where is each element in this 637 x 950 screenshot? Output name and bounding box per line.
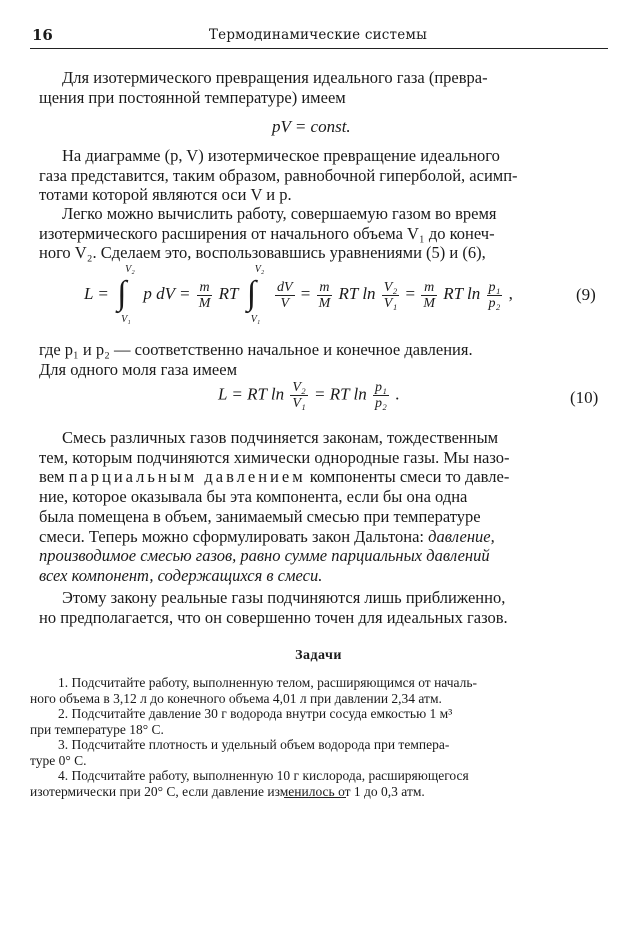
fraction-denominator: M (423, 295, 435, 311)
fraction-numerator: p₁ (488, 279, 501, 295)
text-line: но предполагается, что он совершенно точен для идеальных газов. (39, 607, 508, 627)
paragraph-isothermal-intro (39, 68, 607, 107)
equation-number-9: (9) (576, 285, 596, 304)
text-line: Этому закону реальные газы подчиняются лишь приближенно, (62, 588, 506, 607)
fraction-numerator: m (197, 280, 213, 296)
fraction-p1-over-p2 (487, 280, 503, 311)
fraction-numerator: m (421, 280, 437, 296)
fraction-m-over-M (197, 280, 213, 311)
fraction-numerator: V₂ (383, 279, 398, 295)
problem-line: ного объема в 3,12 л до конечного объема 4,01 л при давлении 2,34 атм. (30, 690, 442, 706)
text-line: была помещена в объем, занимаемый смесью при температуре (39, 506, 481, 526)
text-line (39, 527, 607, 547)
dalton-law-italic: давление, (428, 526, 495, 546)
problem-line: 3. Подсчитайте плотность и удельный объем водорода при темпера- (58, 737, 450, 752)
eq9-term: p dV = (143, 283, 191, 303)
problem-line: изотермически при 20° С, если давление изменилось от 1 до 0,3 атм. (30, 783, 425, 799)
fraction-denominator: p₂ (375, 396, 387, 411)
fraction-numerator: V₂ (292, 380, 306, 395)
fraction-m-over-M (317, 280, 333, 311)
fraction-numerator: p₁ (375, 380, 387, 395)
end-rule (284, 797, 346, 798)
fraction-numerator: dV (276, 279, 293, 295)
problems-list (30, 675, 608, 799)
fraction-denominator: V₁ (383, 295, 398, 311)
text-line: щения при постоянной температуре) имеем (39, 87, 346, 107)
problem-line: 1. Подсчитайте работу, выполненную телом, расширяющимся от началь- (58, 675, 478, 690)
page-number: 16 (32, 26, 53, 44)
text-line: ного V₂. Сделаем это, воспользовавшись уравнениями (5) и (6), (39, 243, 486, 263)
fraction-denominator: M (318, 295, 331, 311)
text-line: Смесь различных газов подчиняется законам, тождественным (62, 428, 499, 447)
problem-line: при температуре 18° С. (30, 721, 164, 737)
fraction-v2-over-v1 (290, 380, 307, 411)
dalton-law-italic: производимое смесью газов, равно сумме парциальных давлений (39, 546, 490, 566)
eq10-mid: = RT ln (314, 384, 367, 404)
header-rule (30, 48, 608, 49)
equation-9 (84, 264, 513, 325)
paragraph-pressures (39, 340, 607, 379)
integral-sign: ∫ V₂ V₁ (246, 264, 265, 325)
text-line (39, 467, 607, 487)
problem-line: 4. Подсчитайте работу, выполненную 10 г кислорода, расширяющегося (58, 768, 469, 783)
eq9-rt: RT (218, 283, 239, 303)
eq9-rt-ln: RT ln (338, 283, 376, 303)
text-line: ние, которое оказывала бы эта компонента, если бы она одна (39, 487, 468, 507)
fraction-v2-over-v1 (382, 280, 399, 311)
fraction-denominator: V (280, 295, 290, 311)
spaced-term-partial-pressure: парциальным давлением (68, 467, 306, 487)
integral-sign: ∫ V₂ V₁ (117, 264, 135, 325)
problem-line: 2. Подсчитайте давление 30 г водорода внутри сосуда емкостью 1 м³ (58, 706, 453, 721)
eq10-lhs: L = RT ln (218, 384, 285, 404)
text-fragment: смеси. Теперь можно сформулировать закон Дальтона: (39, 526, 425, 546)
integral-upper-limit: V₂ (125, 264, 135, 275)
fraction-dv-over-v (275, 280, 295, 311)
running-title: Термодинамические системы (208, 27, 428, 43)
eq9-lhs: L = (84, 283, 109, 303)
paragraph-work (39, 204, 607, 263)
fraction-denominator: M (198, 295, 211, 311)
integral-upper-limit: V₂ (254, 264, 265, 275)
equation-10 (218, 380, 399, 411)
fraction-denominator: V₁ (292, 396, 306, 411)
paragraph-hyperbola (39, 146, 607, 205)
text-line: тотами которой являются оси V и p. (39, 185, 292, 205)
formula-pv-const: pV = const. (272, 117, 351, 136)
text-line: Для одного моля газа имеем (39, 359, 238, 379)
text-fragment: вем (39, 467, 65, 487)
page-header (28, 26, 608, 46)
paragraph-real-gases (39, 588, 607, 627)
eq10-period: . (395, 384, 400, 404)
text-line: тем, которым подчиняются химически однородные газы. Мы назо- (39, 447, 510, 467)
text-line: где p₁ и p₂ — соответственно начальное и конечное давления. (39, 340, 473, 359)
fraction-denominator: p₂ (488, 295, 501, 311)
fraction-m-over-M (421, 280, 437, 311)
eq9-equals: = (300, 283, 311, 303)
text-line: изотермического расширения от начального объема V₁ до конеч- (39, 223, 495, 243)
integral-lower-limit: V₁ (250, 314, 261, 325)
eq9-comma: , (508, 283, 513, 303)
integral-lower-limit: V₁ (121, 314, 131, 325)
text-line: газа представится, таким образом, равнобочной гиперболой, асимп- (39, 165, 518, 185)
problem-line: туре 0° С. (30, 752, 87, 768)
fraction-p1-over-p2 (373, 380, 389, 411)
eq9-equals: = (405, 283, 416, 303)
text-line: Для изотермического превращения идеального газа (превра- (62, 68, 488, 87)
fraction-numerator: m (317, 280, 333, 296)
eq9-rt-ln: RT ln (443, 283, 481, 303)
dalton-law-italic: всех компонент, содержащихся в смеси. (39, 565, 323, 585)
text-line: Легко можно вычислить работу, совершаемую газом во время (62, 204, 497, 223)
equation-number-10: (10) (570, 388, 599, 407)
paragraph-dalton (39, 428, 607, 586)
text-fragment: компоненты смеси то давле- (309, 467, 510, 487)
text-line: На диаграмме (p, V) изотермическое превращение идеального (62, 146, 500, 165)
problems-heading: Задачи (295, 648, 342, 663)
